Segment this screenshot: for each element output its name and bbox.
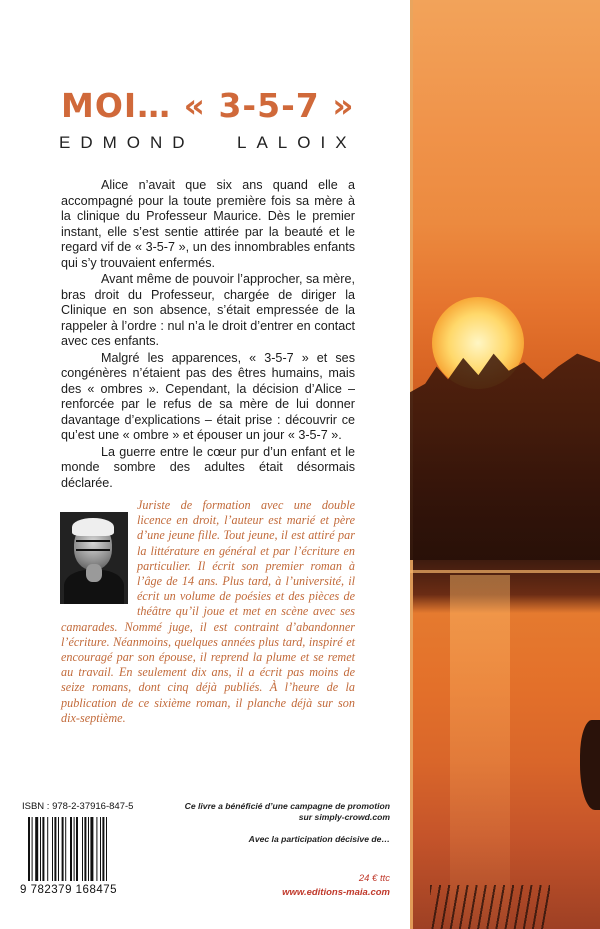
horizon-line <box>410 570 600 573</box>
grass-silhouette <box>430 885 550 929</box>
sunset-photo <box>410 0 600 929</box>
isbn-label: ISBN : 978-2-37916-847-5 <box>22 801 134 812</box>
barcode-digits: 9 782379 168475 <box>20 884 118 896</box>
synopsis-paragraph: La guerre entre le cœur pur d’un enfant et le monde sombre des adultes était désormais déclarée. <box>61 444 355 490</box>
author-first-name: EDMOND <box>59 133 195 152</box>
promo-link[interactable]: sur simply-crowd.com <box>298 812 390 822</box>
synopsis-paragraph: Alice n’avait que six ans quand elle a accompagné pour la toute première fois sa mère à la clinique du Professeur Maurice. Dès le premier instant, elle s’est sentie attirée par la beauté et le regard vif de « 3-5-7 », un des innombrables enfants qui s’y trouvaient enfermés. <box>61 178 355 270</box>
price: 24 € ttc <box>358 873 390 884</box>
participation-note: Avec la participation décisive de… <box>248 834 390 844</box>
author-last-name: LALOIX <box>237 133 357 152</box>
author-bio-text: Juriste de formation avec une double licence en droit, l’auteur est marié et père d’une jeune fille. Tout jeune, il est attiré par la littérature en général et par l’écriture en particulier. Il écrit son premier roman à l’âge de 14 ans. Plus tard, à l’université, il écrit un volume de poésies et des pièces de théâtre qu’il joue et met en scène avec ses camarades. Nommé juge, il est contraint d’abandonner l’écriture. Néanmoins, quelques années plus tard, inspiré et encouragé par son épouse, il reprend la plume et se remet au travail. En seulement dix ans, il a écrit pas moins de seize romans, dont cinq déjà publiés. À l’heure de la publication de ce sixième roman, il planche déjà sur son dix-septième. <box>61 498 355 725</box>
barcode <box>28 817 132 881</box>
publisher-website[interactable]: www.editions-maia.com <box>282 887 390 898</box>
promo-line: Ce livre a bénéficié d’une campagne de promotion <box>184 801 390 811</box>
tree-silhouette <box>410 345 600 560</box>
synopsis <box>61 178 355 492</box>
silhouette-shape <box>580 720 600 810</box>
promo-note <box>160 801 390 823</box>
synopsis-paragraph: Avant même de pouvoir l’approcher, sa mère, bras droit du Professeur, chargée de diriger la Clinique en son absence, s’était empressée de la rappeler à l’ordre : nul n’a le droit d’entrer en contact avec ces enfants. <box>61 272 355 348</box>
author-bio <box>61 498 355 726</box>
synopsis-paragraph: Malgré les apparences, « 3-5-7 » et ses congénères n’étaient pas des êtres humains, mais des « ombres ». Cependant, la décision d’Alice – renforcée par le refus de sa mère de lui donner davantage d’explications – était prise : découvrir ce qu’est une « ombre » et épouser un jour « 3-5-7 ». <box>61 350 355 442</box>
sun-reflection <box>450 575 510 929</box>
book-title: MOI… « 3-5-7 » <box>61 86 355 125</box>
